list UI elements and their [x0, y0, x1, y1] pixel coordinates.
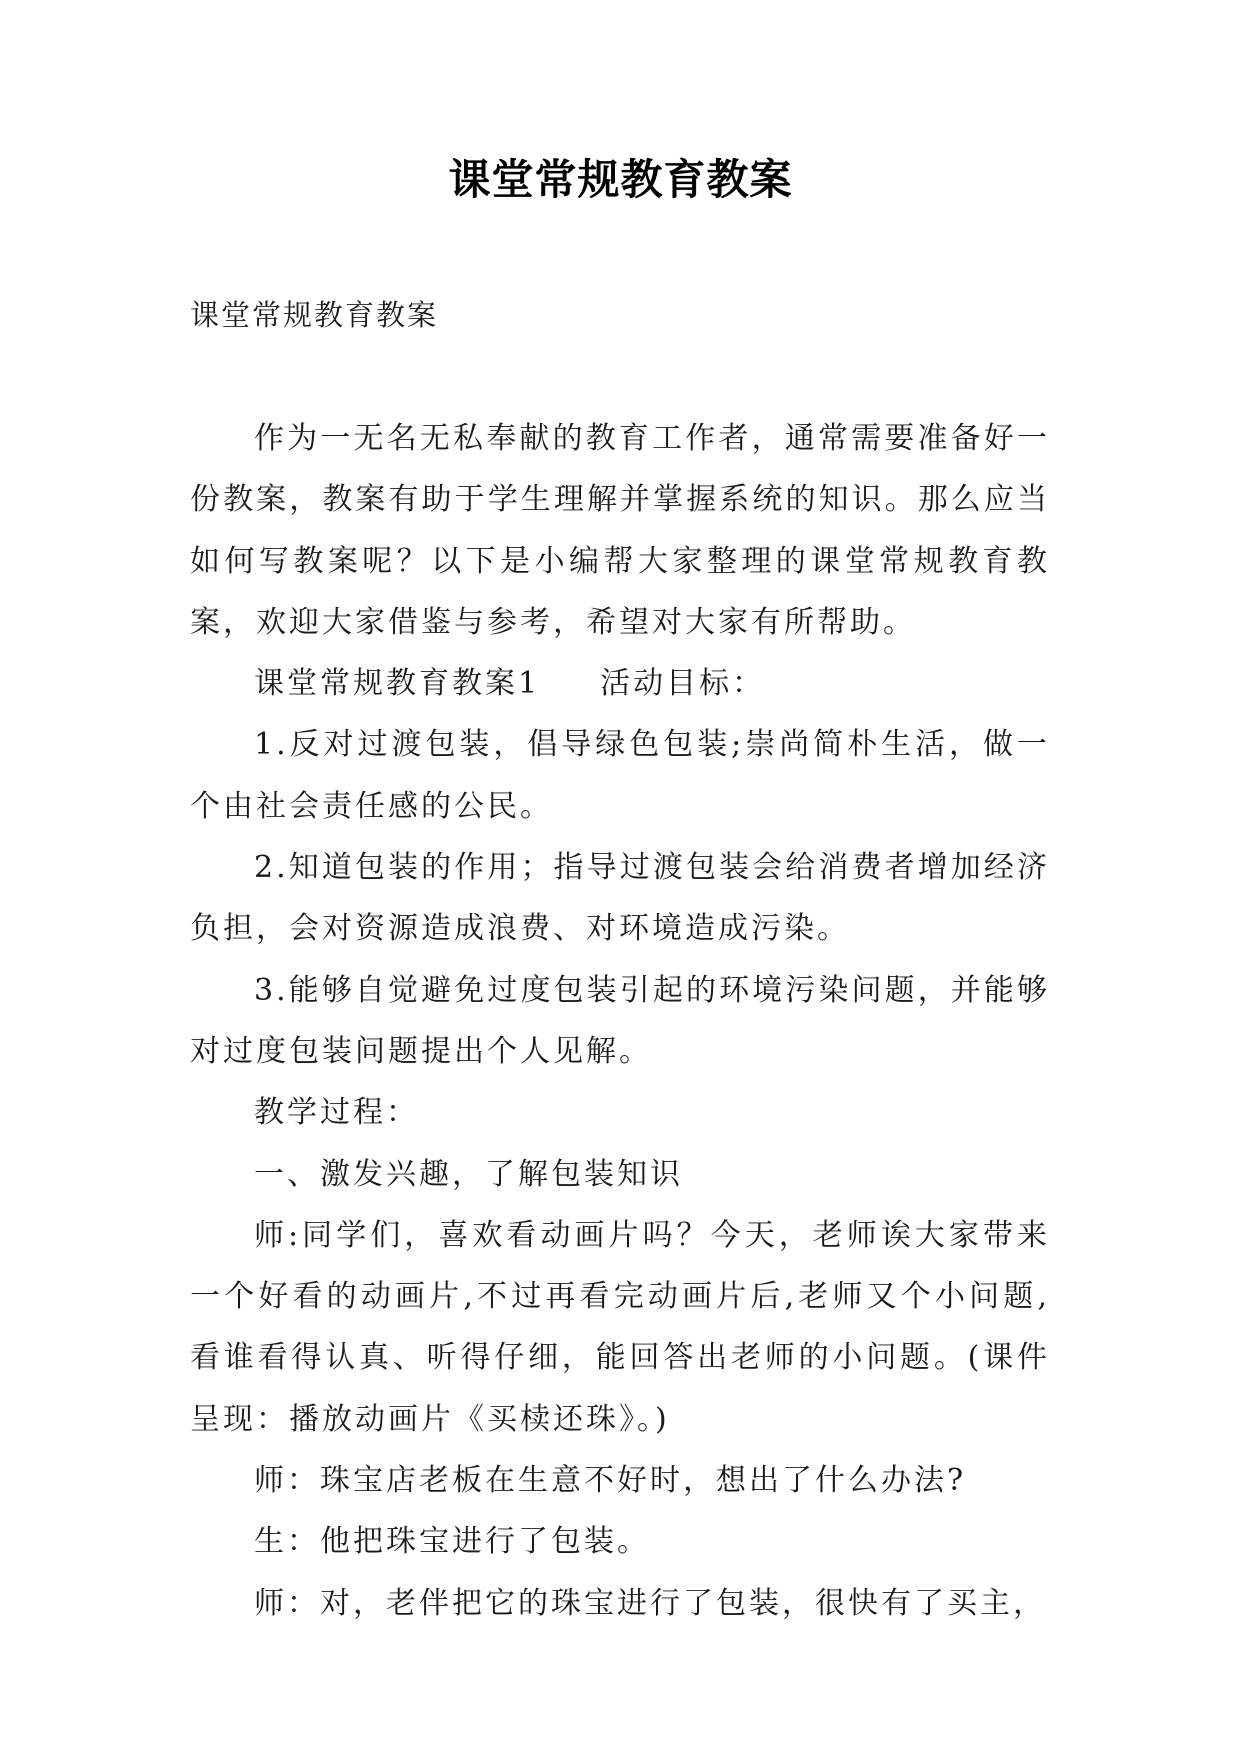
section-heading-paragraph	[190, 653, 1050, 714]
process-heading: 教学过程：	[254, 1095, 419, 1131]
dialogue-paragraph: 生：他把珠宝进行了包装。	[254, 1524, 650, 1560]
section-heading: 课堂常规教育教案1	[254, 666, 541, 702]
dialogue-paragraph: 师：珠宝店老板在生意不好时，想出了什么办法?	[254, 1463, 967, 1499]
goal-paragraph: 3.能够自觉避免过度包装引起的环境污染问题，并能够对过度包装问题提出个人见解。	[190, 972, 1050, 1069]
dialogue-paragraph: 师：对，老伴把它的珠宝进行了包装，很快有了买主，	[254, 1585, 1046, 1621]
intro-paragraph: 作为一无名无私奉献的教育工作者，通常需要准备好一份教案，教案有助于学生理解并掌握系统的知识。那么应当如何写教案呢？以下是小编帮大家整理的课堂常规教育教案，欢迎大家借鉴与参考，希望对大家有所帮助。	[190, 421, 1050, 640]
goal-paragraph: 2.知道包装的作用；指导过渡包装会给消费者增加经济负担，会对资源造成浪费、对环境造成污染。	[190, 850, 1050, 947]
dialogue-paragraph: 师:同学们，喜欢看动画片吗？今天，老师诶大家带来一个好看的动画片,不过再看完动画片后,老师又个小问题,看谁看得认真、听得仔细，能回答出老师的小问题。(课件呈现：播放动画片《买椟还珠》。)	[190, 1217, 1050, 1437]
step-heading: 一、激发兴趣，了解包装知识	[254, 1156, 683, 1192]
goal-paragraph: 1.反对过渡包装，倡导绿色包装;崇尚简朴生活，做一个由社会责任感的公民。	[190, 727, 1050, 824]
document-subtitle: 课堂常规教育教案	[190, 298, 439, 332]
document-title: 课堂常规教育教案	[448, 155, 793, 204]
document-body	[190, 408, 1050, 1634]
section-label: 活动目标：	[600, 666, 766, 702]
